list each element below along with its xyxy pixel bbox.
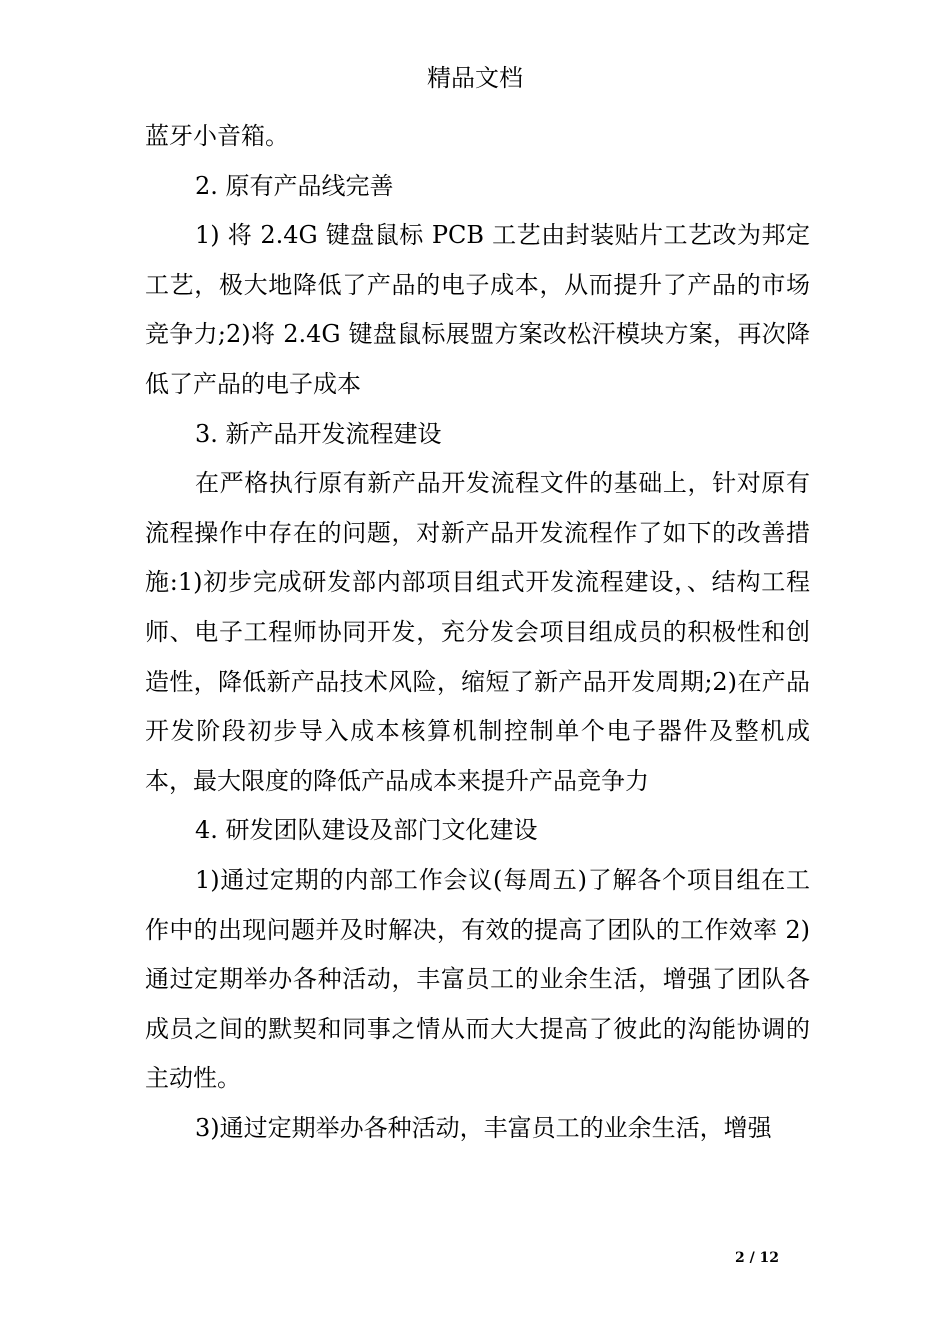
page-number: 2 / 12 [734,1250,780,1266]
document-body [145,112,810,1153]
paragraph-1: 蓝牙小音箱。 [145,122,289,150]
page-header-title: 精品文档 [427,64,523,92]
paragraph-3: 在严格执行原有新产品开发流程文件的基础上，针对原有流程操作中存在的问题，对新产品开发流程作了如下的改善措施:1)初步完成研发部内部项目组式开发流程建设，、结构工程师、电子工程师协同开发，充分发会项目组成员的积极性和创造性，降低新产品技术风险，缩短了新产品开发周期;2)在产品开发阶段初步导入成本核算机制控制单个电子器件及整机成本，最大限度的降低产品成本来提升产品竞争力 [145,469,810,795]
section-heading-2: 2. 原有产品线完善 [195,171,394,200]
paragraph-2: 1) 将 2.4G 键盘鼠标 PCB 工艺由封装贴片工艺改为邦定工艺，极大地降低了产品的电子成本，从而提升了产品的市场竞争力;2)将 2.4G 键盘鼠标展盟方案改松汗模块方案，再次降低了产品的电子成本 [145,221,810,398]
section-heading-3: 3. 新产品开发流程建设 [195,419,442,448]
paragraph-4: 1)通过定期的内部工作会议(每周五)了解各个项目组在工作中的出现问题并及时解决，有效的提高了团队的工作效率 2)通过定期举办各种活动，丰富员工的业余生活，增强了团队各成员之间的默契和同事之情从而大大提高了彼此的沟能协调的主动性。 [145,865,810,1093]
paragraph-5: 3)通过定期举办各种活动，丰富员工的业余生活，增强 [195,1113,772,1142]
section-heading-4: 4. 研发团队建设及部门文化建设 [195,816,538,845]
